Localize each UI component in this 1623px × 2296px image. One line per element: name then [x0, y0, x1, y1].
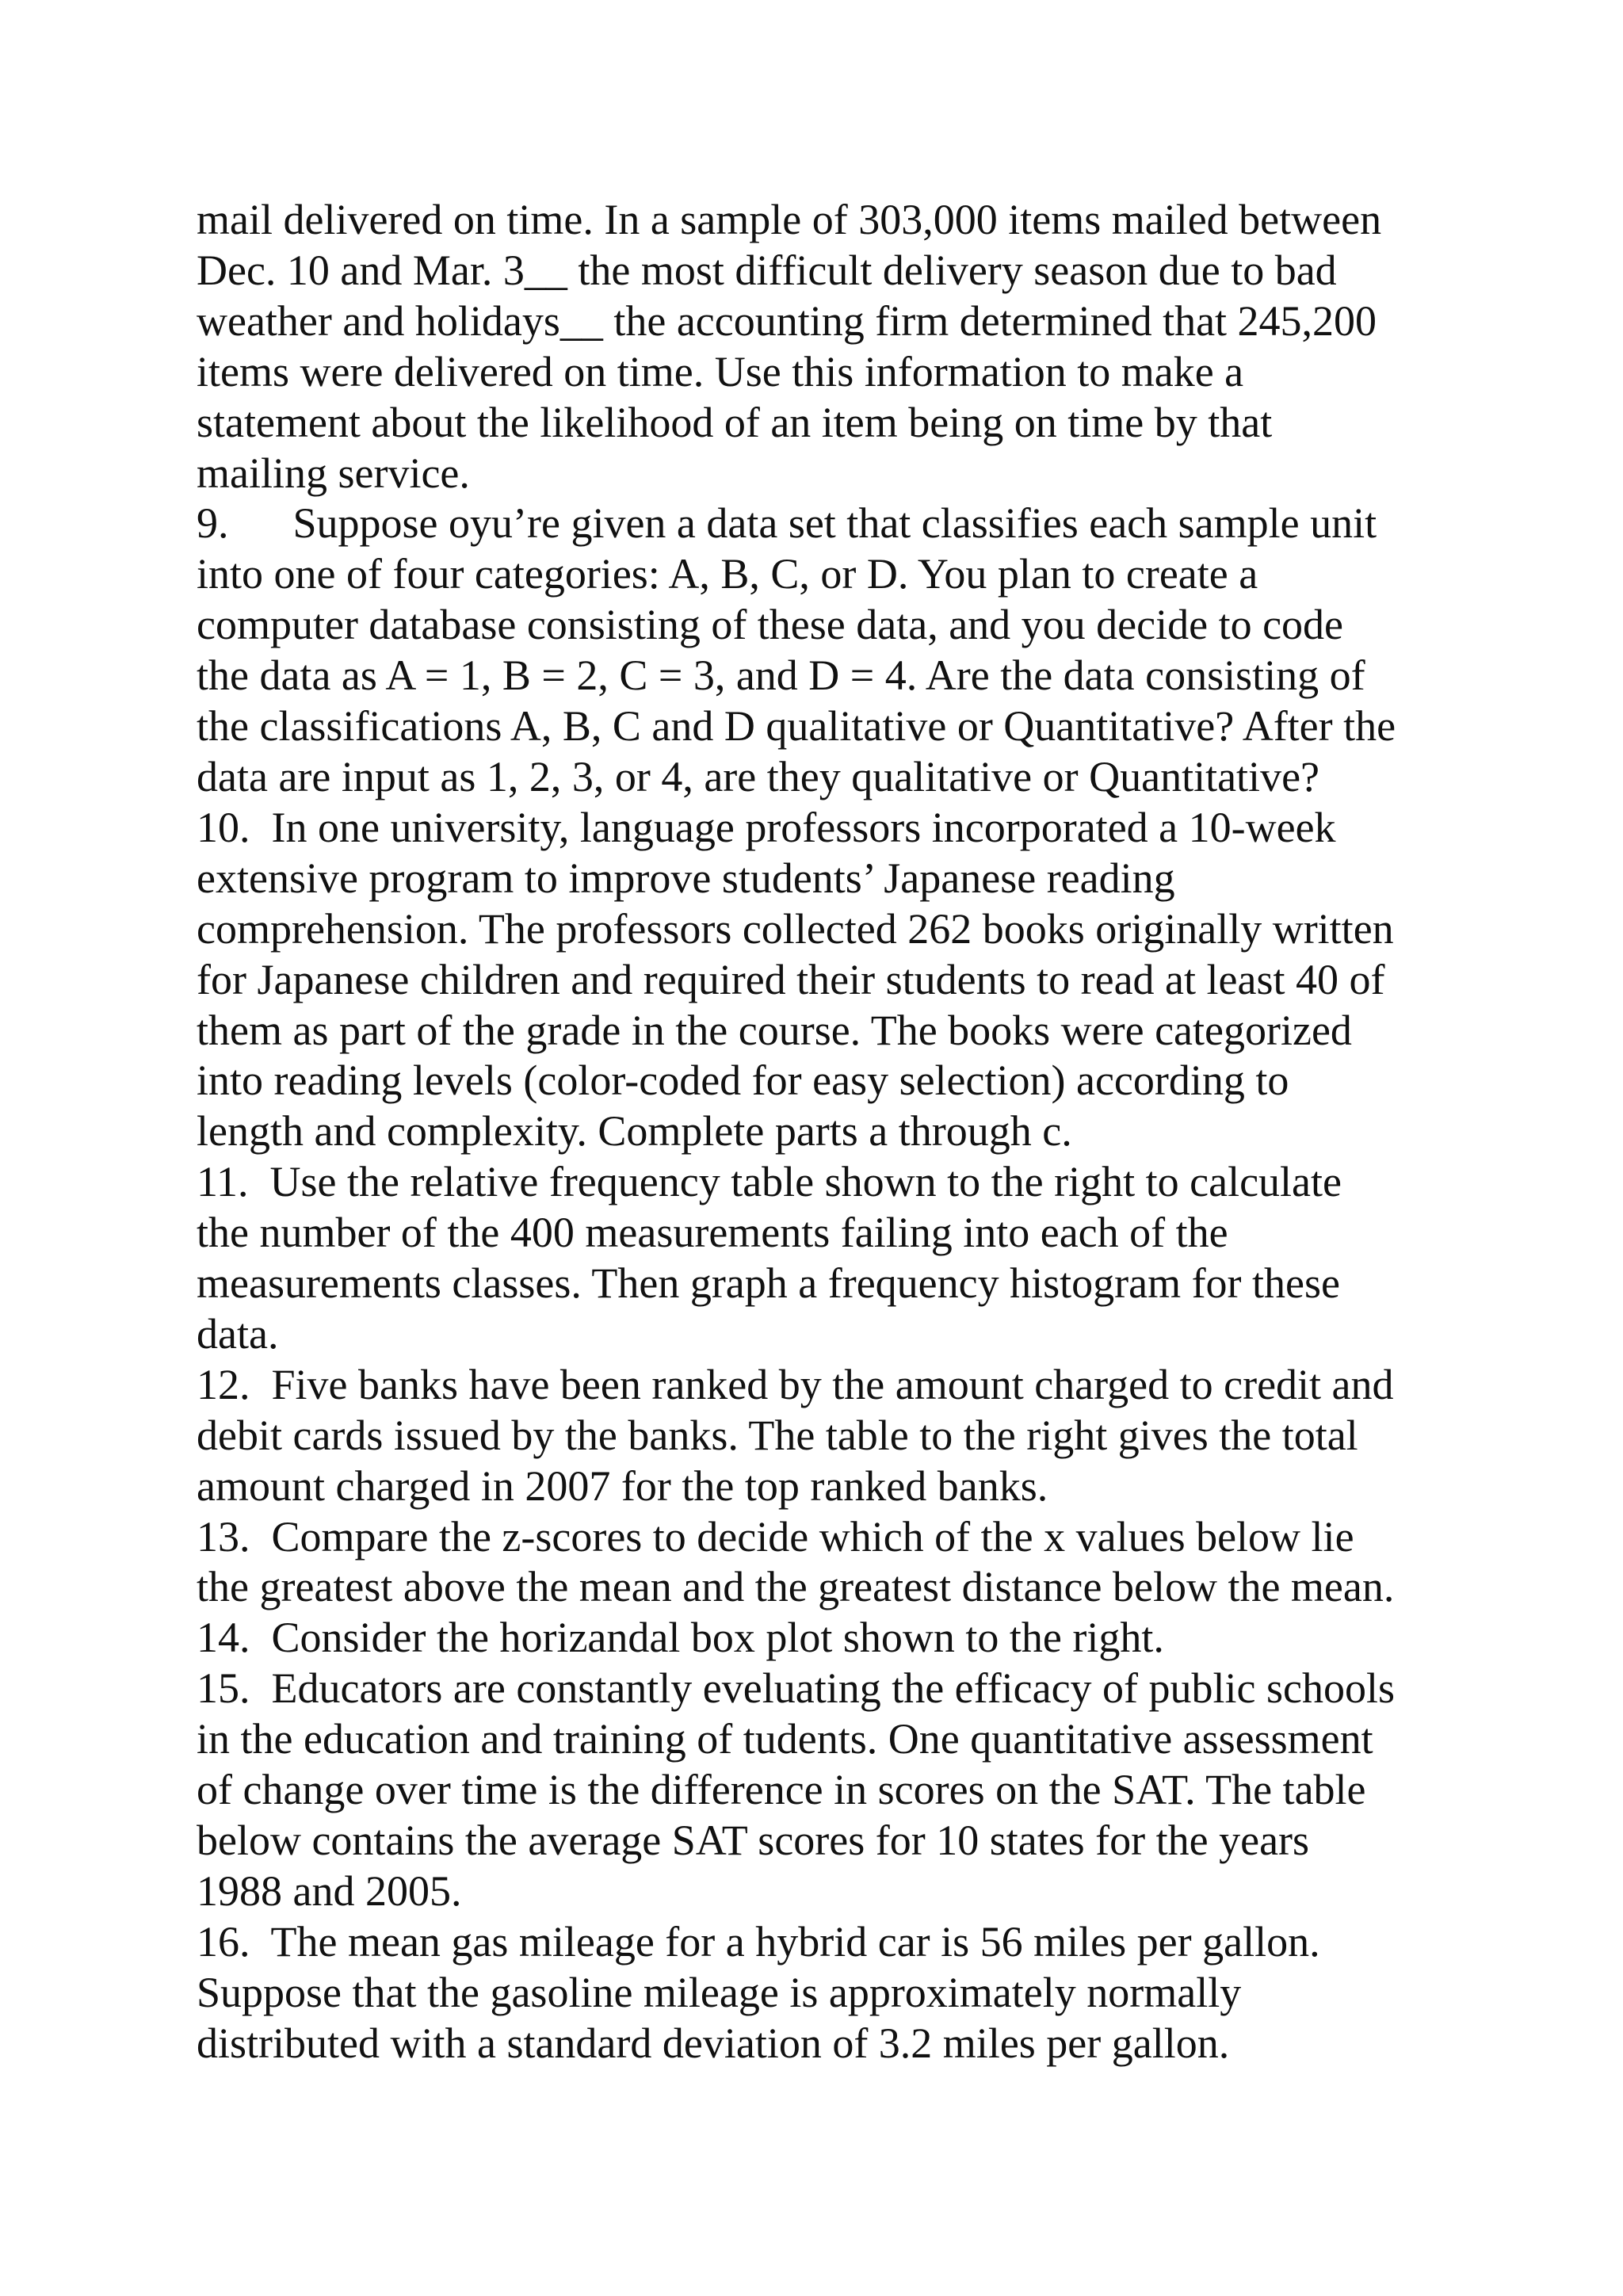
text-line: 10. In one university, language professors incorporated a 10-week	[197, 803, 1336, 851]
text-line: for Japanese children and required their students to read at least 40 of	[197, 955, 1385, 1003]
text-line: Suppose that the gasoline mileage is approximately normally	[197, 1968, 1242, 2016]
text-line: distributed with a standard deviation of 3.2 miles per gallon.	[197, 2019, 1230, 2067]
text-line: data.	[197, 1309, 279, 1358]
text-line: statement about the likelihood of an item being on time by that	[197, 398, 1273, 446]
text-line: weather and holidays__ the accounting firm determined that 245,200	[197, 296, 1377, 345]
text-line: the data as A = 1, B = 2, C = 3, and D = 4. Are the data consisting of	[197, 651, 1365, 700]
text-line: mailing service.	[197, 449, 470, 497]
text-line: the greatest above the mean and the greatest distance below the mean.	[197, 1563, 1395, 1611]
text-line: 16. The mean gas mileage for a hybrid car is 56 miles per gallon.	[197, 1917, 1320, 1966]
text-line: amount charged in 2007 for the top ranked banks.	[197, 1461, 1048, 1510]
text-line: data are input as 1, 2, 3, or 4, are they qualitative or Quantitative?	[197, 752, 1319, 800]
text-line: of change over time is the difference in scores on the SAT. The table	[197, 1766, 1366, 1814]
text-line: the classifications A, B, C and D qualitative or Quantitative? After the	[197, 702, 1396, 751]
text-line: the number of the 400 measurements failing into each of the	[197, 1209, 1228, 1257]
text-line: 14. Consider the horizandal box plot shown to the right.	[197, 1614, 1164, 1662]
text-line: items were delivered on time. Use this information to make a	[197, 347, 1244, 395]
document-text	[197, 195, 1433, 2069]
text-line: measurements classes. Then graph a frequency histogram for these	[197, 1259, 1340, 1308]
text-line: 9. Suppose oyu’re given a data set that classifies each sample unit	[197, 499, 1377, 548]
text-line: 13. Compare the z-scores to decide which of the x values below lie	[197, 1512, 1354, 1561]
text-line: 11. Use the relative frequency table shown to the right to calculate	[197, 1158, 1342, 1206]
text-line: Dec. 10 and Mar. 3__ the most difficult delivery season due to bad	[197, 246, 1337, 294]
text-line: comprehension. The professors collected 262 books originally written	[197, 904, 1394, 953]
text-line: mail delivered on time. In a sample of 303,000 items mailed between	[197, 196, 1382, 243]
text-line: computer database consisting of these data, and you decide to code	[197, 601, 1344, 649]
text-line: 15. Educators are constantly eveluating the efficacy of public schools	[197, 1664, 1395, 1713]
text-line: in the education and training of tudents. One quantitative assessment	[197, 1715, 1373, 1763]
text-line: 12. Five banks have been ranked by the amount charged to credit and	[197, 1360, 1394, 1408]
text-line: extensive program to improve students’ Japanese reading	[197, 854, 1175, 902]
text-line: into reading levels (color-coded for easy selection) according to	[197, 1056, 1289, 1105]
text-line: length and complexity. Complete parts a through c.	[197, 1107, 1072, 1156]
text-line: debit cards issued by the banks. The table to the right gives the total	[197, 1411, 1358, 1459]
text-line: 1988 and 2005.	[197, 1866, 462, 1915]
text-line: into one of four categories: A, B, C, or D. You plan to create a	[197, 550, 1258, 598]
text-line: below contains the average SAT scores for 10 states for the years	[197, 1817, 1310, 1864]
text-line: them as part of the grade in the course. The books were categorized	[197, 1006, 1352, 1054]
